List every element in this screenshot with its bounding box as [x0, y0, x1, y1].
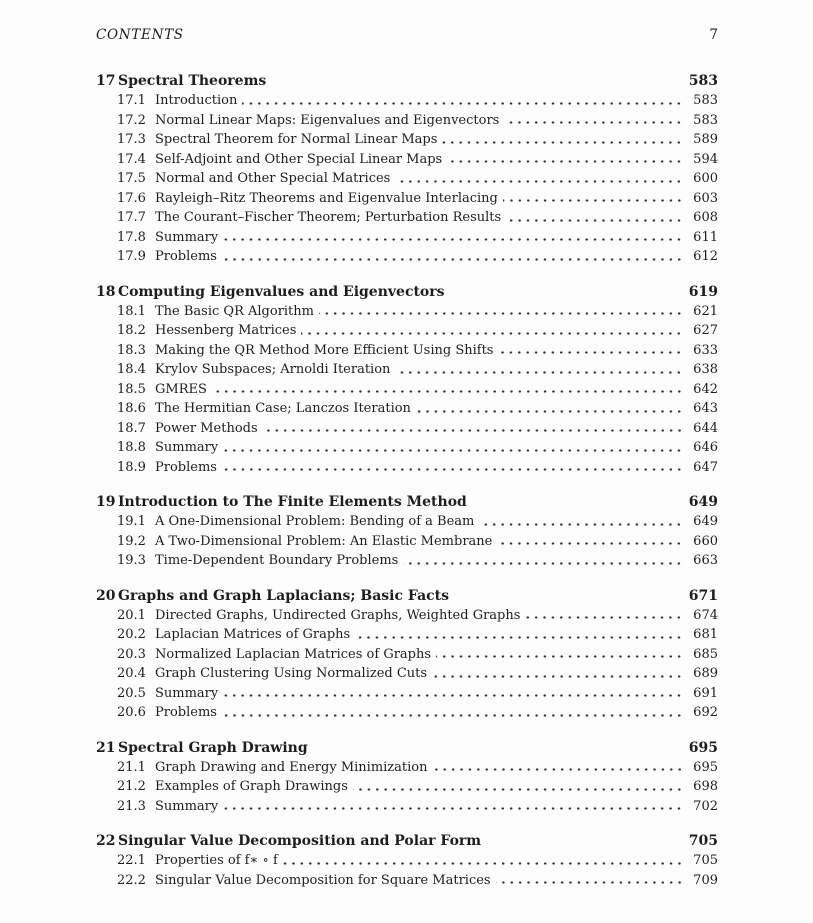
chapter-title: Computing Eigenvalues and Eigenvectors [118, 283, 445, 300]
toc-section-row [96, 438, 718, 458]
table-of-contents [96, 71, 718, 890]
section-page-number: 608 [693, 210, 718, 225]
chapter-title: Introduction to The Finite Elements Method [118, 494, 467, 510]
chapter-number: 21 [96, 739, 116, 756]
section-number: 20.4 [117, 666, 146, 681]
section-title: Normalized Laplacian Matrices of Graphs [155, 646, 432, 662]
section-number: 17.1 [117, 93, 146, 108]
toc-section-row [96, 532, 718, 552]
chapter-number: 22 [96, 833, 116, 849]
section-number: 18.1 [117, 303, 146, 319]
section-title: Time-Dependent Boundary Problems [155, 553, 399, 568]
toc-section-row [96, 111, 718, 131]
dot-leader [432, 664, 682, 684]
section-number: 17.7 [117, 210, 146, 225]
section-number: 18.8 [117, 440, 146, 455]
toc-chapter-row [96, 738, 718, 758]
chapter-title: Spectral Theorems [118, 73, 267, 89]
toc-section-row [96, 130, 718, 150]
section-title: Examples of Graph Drawings [155, 779, 348, 794]
section-number: 19.2 [117, 533, 146, 549]
dot-leader [223, 684, 682, 704]
section-title: A One-Dimensional Problem: Bending of a Beam [155, 514, 475, 529]
section-title: Introduction [155, 93, 238, 108]
section-title: Normal and Other Special Matrices [155, 171, 391, 186]
section-page-number: 594 [693, 151, 718, 167]
section-page-number: 621 [693, 303, 718, 319]
section-title: Summary [155, 685, 219, 701]
section-title: Hessenberg Matrices [155, 323, 297, 338]
dot-leader [504, 111, 682, 131]
dot-leader [416, 399, 682, 419]
section-title: Graph Drawing and Energy Minimization [155, 759, 428, 775]
running-head: CONTENTS [96, 27, 184, 43]
toc-chapter-row [96, 282, 718, 302]
section-title: A Two-Dimensional Problem: An Elastic Membrane [155, 533, 493, 549]
dot-leader [222, 703, 682, 723]
section-number: 19.3 [117, 553, 146, 568]
toc-section-row [96, 777, 718, 797]
section-page-number: 705 [693, 853, 718, 868]
section-page-number: 644 [693, 420, 718, 436]
section-number: 20.2 [117, 627, 146, 642]
dot-leader [525, 606, 682, 626]
toc-section-row [96, 247, 718, 267]
chapter-page-number: 695 [688, 739, 718, 756]
toc-section-row [96, 321, 718, 341]
chapter-page-number: 671 [688, 587, 718, 604]
toc-section-row [96, 150, 718, 170]
section-page-number: 695 [693, 759, 718, 775]
section-page-number: 649 [693, 514, 718, 529]
section-number: 22.2 [117, 872, 146, 888]
section-page-number: 674 [693, 607, 718, 623]
toc-section-row [96, 419, 718, 439]
section-number: 21.2 [117, 779, 146, 794]
dot-leader [283, 851, 682, 871]
section-title: Spectral Theorem for Normal Linear Maps [155, 132, 438, 147]
chapter-page-number: 583 [688, 73, 718, 89]
section-title: GMRES [155, 381, 207, 397]
section-page-number: 611 [693, 229, 718, 245]
toc-section-row [96, 664, 718, 684]
section-title: Singular Value Decomposition for Square Matrices [155, 872, 491, 888]
section-number: 21.1 [117, 759, 146, 775]
section-number: 18.3 [117, 342, 146, 358]
section-number: 17.2 [117, 112, 146, 128]
dot-leader [433, 758, 683, 778]
toc-chapter-row [96, 492, 718, 512]
toc-section-row [96, 551, 718, 571]
section-page-number: 603 [693, 190, 718, 206]
toc-section-row [96, 341, 718, 361]
toc-section-row [96, 91, 718, 111]
section-title: Making the QR Method More Efficient Using Shifts [155, 342, 494, 358]
chapter-title: Spectral Graph Drawing [118, 739, 308, 756]
dot-leader [436, 645, 682, 665]
chapter-number: 20 [96, 587, 116, 604]
toc-section-row [96, 189, 718, 209]
section-title: Self-Adjoint and Other Special Linear Maps [155, 151, 443, 167]
section-title: Properties of f∗ ∘ f [155, 853, 278, 868]
toc-section-row [96, 871, 718, 891]
section-title: Graph Clustering Using Normalized Cuts [155, 666, 428, 681]
section-number: 17.3 [117, 132, 146, 147]
section-number: 18.4 [117, 362, 146, 377]
dot-leader [355, 625, 682, 645]
section-page-number: 647 [693, 459, 718, 475]
toc-section-row [96, 380, 718, 400]
section-title: Directed Graphs, Undirected Graphs, Weighted Graphs [155, 607, 521, 623]
section-number: 18.2 [117, 323, 146, 338]
section-page-number: 612 [693, 249, 718, 264]
section-page-number: 583 [693, 93, 718, 108]
dot-leader [222, 458, 682, 478]
chapter-page-number: 705 [688, 833, 718, 849]
section-page-number: 685 [693, 646, 718, 662]
dot-leader [506, 208, 682, 228]
dot-leader [353, 777, 682, 797]
toc-chapter-row [96, 71, 718, 91]
toc-section-row [96, 228, 718, 248]
chapter-number: 18 [96, 283, 116, 300]
dot-leader [395, 360, 682, 380]
dot-leader [223, 228, 682, 248]
section-page-number: 702 [693, 798, 718, 814]
toc-section-row [96, 512, 718, 532]
section-number: 22.1 [117, 853, 146, 868]
section-page-number: 663 [693, 553, 718, 568]
dot-leader [479, 512, 682, 532]
toc-section-row [96, 645, 718, 665]
section-page-number: 600 [693, 171, 718, 186]
dot-leader [497, 532, 682, 552]
section-number: 17.8 [117, 229, 146, 245]
section-number: 17.4 [117, 151, 146, 167]
section-title: The Hermitian Case; Lanczos Iteration [155, 401, 411, 416]
dot-leader [242, 91, 682, 111]
section-number: 20.6 [117, 705, 146, 720]
section-number: 18.6 [117, 401, 146, 416]
dot-leader [503, 189, 682, 209]
chapter-page-number: 619 [688, 283, 718, 300]
section-page-number: 660 [693, 533, 718, 549]
toc-chapter-row [96, 831, 718, 851]
dot-leader [498, 341, 682, 361]
section-page-number: 633 [693, 342, 718, 358]
section-title: The Courant–Fischer Theorem; Perturbation Results [155, 210, 502, 225]
section-page-number: 627 [693, 323, 718, 338]
toc-section-row [96, 625, 718, 645]
section-number: 18.9 [117, 459, 146, 475]
section-title: Problems [155, 249, 217, 264]
dot-leader [223, 438, 682, 458]
toc-section-row [96, 703, 718, 723]
section-page-number: 698 [693, 779, 718, 794]
dot-leader [496, 871, 682, 891]
section-title: Krylov Subspaces; Arnoldi Iteration [155, 362, 391, 377]
section-number: 18.7 [117, 420, 146, 436]
toc-section-row [96, 399, 718, 419]
section-number: 19.1 [117, 514, 146, 529]
section-page-number: 692 [693, 705, 718, 720]
section-title: Summary [155, 229, 219, 245]
chapter-title: Singular Value Decomposition and Polar Form [118, 833, 482, 849]
section-title: Summary [155, 440, 219, 455]
section-number: 17.9 [117, 249, 146, 264]
section-page-number: 583 [693, 112, 718, 128]
section-title: Summary [155, 798, 219, 814]
dot-leader [447, 150, 682, 170]
section-number: 18.5 [117, 381, 146, 397]
dot-leader [222, 247, 682, 267]
toc-section-row [96, 458, 718, 478]
toc-section-row [96, 684, 718, 704]
section-number: 20.3 [117, 646, 146, 662]
dot-leader [263, 419, 682, 439]
section-title: Power Methods [155, 420, 258, 436]
page-header [96, 27, 718, 43]
section-page-number: 642 [693, 381, 718, 397]
section-number: 17.6 [117, 190, 146, 206]
section-number: 20.1 [117, 607, 146, 623]
section-page-number: 638 [693, 362, 718, 377]
section-title: Normal Linear Maps: Eigenvalues and Eigenvectors [155, 112, 500, 128]
toc-section-row [96, 851, 718, 871]
chapter-title: Graphs and Graph Laplacians; Basic Facts [118, 587, 450, 604]
section-page-number: 589 [693, 132, 718, 147]
section-title: Problems [155, 705, 217, 720]
dot-leader [223, 797, 682, 817]
toc-section-row [96, 208, 718, 228]
toc-section-row [96, 169, 718, 189]
dot-leader [395, 169, 682, 189]
section-number: 17.5 [117, 171, 146, 186]
section-page-number: 709 [693, 872, 718, 888]
toc-section-row [96, 360, 718, 380]
section-title: The Basic QR Algorithm [155, 303, 314, 319]
chapter-number: 17 [96, 73, 116, 89]
section-page-number: 691 [693, 685, 718, 701]
toc-section-row [96, 302, 718, 322]
section-page-number: 646 [693, 440, 718, 455]
section-number: 20.5 [117, 685, 146, 701]
section-page-number: 643 [693, 401, 718, 416]
section-title: Rayleigh–Ritz Theorems and Eigenvalue Interlacing [155, 190, 498, 206]
section-page-number: 681 [693, 627, 718, 642]
chapter-number: 19 [96, 494, 116, 510]
dot-leader [212, 380, 682, 400]
section-title: Problems [155, 459, 217, 475]
section-title: Laplacian Matrices of Graphs [155, 627, 351, 642]
section-page-number: 689 [693, 666, 718, 681]
toc-section-row [96, 758, 718, 778]
page-number: 7 [709, 27, 718, 43]
dot-leader [403, 551, 682, 571]
toc-section-row [96, 606, 718, 626]
chapter-page-number: 649 [688, 494, 718, 510]
toc-chapter-row [96, 586, 718, 606]
toc-section-row [96, 797, 718, 817]
dot-leader [319, 302, 682, 322]
dot-leader [442, 130, 682, 150]
section-number: 21.3 [117, 798, 146, 814]
dot-leader [301, 321, 682, 341]
